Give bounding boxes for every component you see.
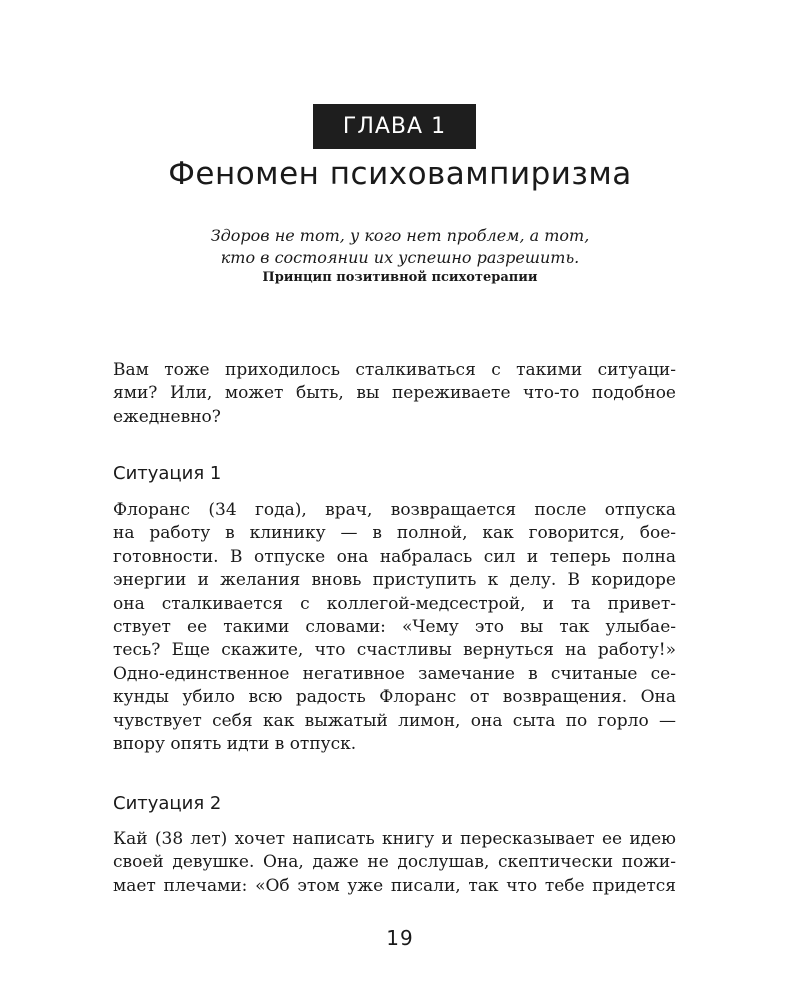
text-line: ями? Или, может быть, вы переживаете что-то подобное: [113, 383, 676, 404]
chapter-title: Феномен психовампиризма: [168, 156, 632, 192]
chapter-label-badge: [313, 104, 476, 149]
text-line: энергии и желания вновь приступить к делу. В коридоре: [113, 570, 676, 591]
text-line: своей девушке. Она, даже не дослушав, скептически пожи-: [113, 852, 676, 873]
text-line: Флоранс (34 года), врач, возвращается после отпуска: [113, 500, 676, 520]
text-line: Одно-единственное негативное замечание в считаные се-: [113, 663, 676, 684]
epigraph-line: Здоров не тот, у кого нет проблем, а тот,: [210, 226, 590, 245]
text-line: она сталкивается с коллегой-медсестрой, и та привет-: [113, 593, 676, 614]
text-line: кунды убило всю радость Флоранс от возвращения. Она: [113, 687, 676, 708]
text-line: мает плечами: «Об этом уже писали, так что тебе придется: [113, 875, 676, 896]
page-number: 19: [386, 926, 414, 950]
text-line: тесь? Еще скажите, что счастливы вернуться на работу!»: [113, 640, 676, 661]
section-paragraph: [113, 499, 676, 756]
text-line: впору опять идти в отпуск.: [113, 733, 357, 754]
text-line: чувствует себя как выжатый лимон, она сыта по горло —: [113, 710, 676, 731]
text-line: ежедневно?: [113, 406, 221, 427]
section-paragraph: [113, 828, 676, 898]
epigraph: [0, 225, 800, 269]
text-line: ствует ее такими словами: «Чему это вы так улыбае-: [113, 616, 676, 637]
section-heading: Ситуация 2: [113, 793, 222, 814]
section-heading: Ситуация 1: [113, 463, 222, 484]
text-line: Вам тоже приходилось сталкиваться с такими ситуаци-: [113, 360, 676, 380]
intro-paragraph: [113, 359, 676, 429]
chapter-label: ГЛАВА 1: [342, 114, 447, 139]
epigraph-source: Принцип позитивной психотерапии: [262, 270, 538, 285]
text-line: готовности. В отпуске она набралась сил и теперь полна: [113, 546, 676, 567]
text-line: Кай (38 лет) хочет написать книгу и пересказывает ее идею: [113, 829, 676, 849]
text-line: на работу в клинику — в полной, как говорится, бое-: [113, 523, 676, 544]
epigraph-line: кто в состоянии их успешно разрешить.: [220, 248, 580, 267]
